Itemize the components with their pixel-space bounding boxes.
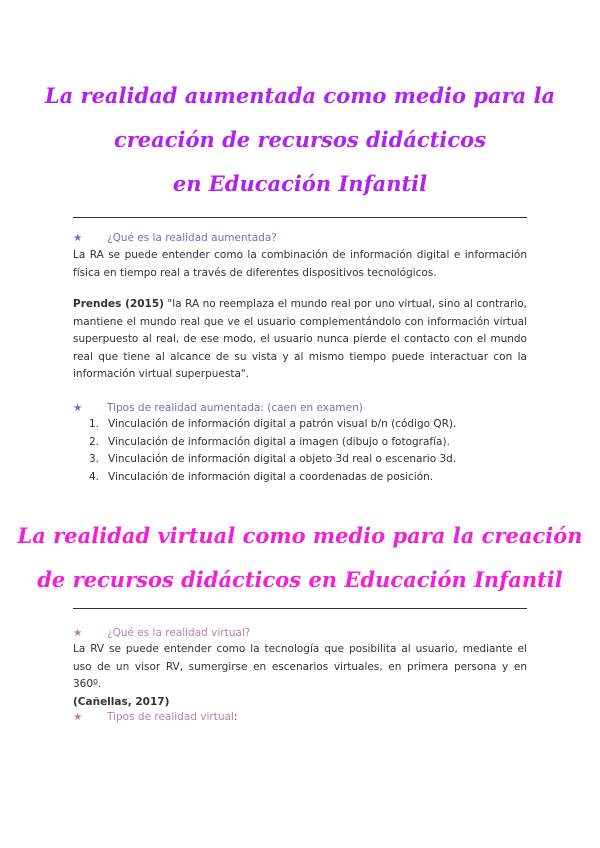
- vr-title: [0, 514, 600, 602]
- ar-title-line-2: creación de recursos didácticos: [113, 127, 487, 152]
- list-item: [89, 434, 456, 452]
- list-item: [89, 451, 456, 469]
- vr-types-heading-text: Tipos de realidad virtual: [107, 711, 234, 723]
- ar-what-heading-text: ¿Qué es la realidad aumentada?: [107, 232, 277, 244]
- vr-title-line-1: La realidad virtual como medio para la creación: [17, 523, 583, 548]
- star-icon: ★: [73, 232, 83, 244]
- ar-types-heading-text: Tipos de realidad aumentada: (caen en examen): [107, 402, 363, 414]
- vr-types-heading-colon: :: [233, 711, 238, 723]
- list-item-text: Vinculación de información digital a coordenadas de posición.: [108, 470, 434, 483]
- ar-quote: [73, 296, 527, 384]
- star-icon: ★: [73, 402, 83, 414]
- vr-types-heading: [73, 711, 237, 723]
- vr-citation: (Cañellas, 2017): [73, 695, 170, 708]
- star-icon: ★: [73, 711, 83, 723]
- star-icon: ★: [73, 627, 83, 639]
- ar-what-heading: [73, 232, 277, 244]
- list-item-number: 2.: [89, 435, 100, 448]
- ar-title: [0, 74, 600, 206]
- list-item: [89, 416, 456, 434]
- list-item-number: 4.: [89, 470, 100, 483]
- list-item-text: Vinculación de información digital a patrón visual b/n (código QR).: [108, 418, 457, 430]
- list-item-number: 3.: [89, 453, 100, 465]
- ar-types-heading: [73, 402, 363, 414]
- ar-quote-author: Prendes (2015): [73, 298, 164, 310]
- list-item-number: 1.: [89, 418, 100, 430]
- list-item-text: Vinculación de información digital a objeto 3d real o escenario 3d.: [108, 453, 457, 465]
- ar-title-line-3: en Educación Infantil: [172, 171, 428, 196]
- list-item-text: Vinculación de información digital a imagen (dibujo o fotografía).: [108, 435, 450, 448]
- vr-what-heading: [73, 627, 250, 639]
- vr-definition-text: La RV se puede entender como la tecnología que posibilita al usuario, mediante el uso de un visor RV, sumergirse en escenarios virtuales, en primera persona y en 360º.: [73, 643, 527, 690]
- ar-quote-text: "la RA no reemplaza el mundo real por uno virtual, sino al contrario, mantiene el mundo real que ve el usuario complementándolo con información virtual superpuesto al real, de ese modo, el usuario nunca pierde el contacto con el mundo real que tiene al alcance de su vista y al mismo tiempo puede interactuar con la información virtual superpuesta".: [73, 298, 527, 380]
- ar-title-line-1: La realidad aumentada como medio para la: [44, 83, 556, 108]
- vr-title-line-2: de recursos didácticos en Educación Infantil: [37, 567, 563, 592]
- vr-divider: [73, 608, 527, 609]
- ar-types-list: [89, 416, 456, 486]
- ar-divider: [73, 217, 527, 218]
- vr-definition: [73, 641, 527, 711]
- ar-definition: La RA se puede entender como la combinación de información digital e información física en tiempo real a través de diferentes dispositivos tecnológicos.: [73, 249, 527, 279]
- list-item: [89, 469, 456, 487]
- vr-what-heading-text: ¿Qué es la realidad virtual?: [107, 627, 251, 639]
